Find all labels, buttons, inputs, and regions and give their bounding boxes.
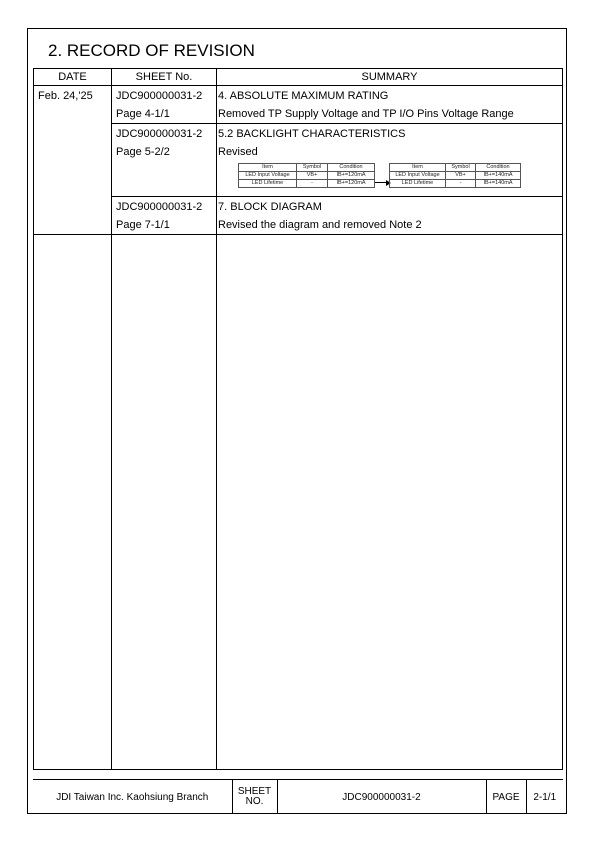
after-table [389,163,521,188]
revision-date: Feb. 24,'25 [38,90,93,102]
mini-cell: IB+=140mA [476,172,521,180]
mini-header-cell: Symbol [446,164,476,172]
mini-header-cell: Condition [328,164,375,172]
summary-section: 5.2 BACKLIGHT CHARACTERISTICS [218,128,406,140]
mini-cell: LED Lifetime [239,180,297,188]
mini-row [390,172,521,180]
revision-table [33,68,563,770]
sheet-cell [112,124,217,197]
footer-doc-number: JDC900000031-2 [277,780,486,815]
footer-table [33,779,563,814]
empty-cell [217,235,563,770]
page-ref: Page 4-1/1 [116,107,170,120]
page-title: 2. RECORD OF REVISION [48,41,255,60]
mini-cell: - [297,180,328,188]
mini-header-row [239,164,375,172]
sheet-number: JDC900000031-2 [116,90,203,102]
mini-header-cell: Item [239,164,297,172]
mini-cell: IB+=120mA [328,180,375,188]
mini-header-cell: Symbol [297,164,328,172]
sheet-number: JDC900000031-2 [116,201,203,213]
summary-cell [217,124,563,197]
footer-sheet-label-line2: NO. [245,796,264,807]
backlight-change-figure [217,161,562,193]
footer-page-value: 2-1/1 [526,780,563,815]
mini-header-cell: Condition [476,164,521,172]
summary-detail: Revised the diagram and removed Note 2 [218,218,422,231]
footer-company: JDI Taiwan Inc. Kaohsiung Branch [33,780,232,815]
summary-cell [217,86,563,124]
mini-cell: VB+ [446,172,476,180]
table-row [34,124,563,197]
footer-sheet-label [232,780,277,815]
summary-detail: Revised [218,145,258,158]
footer-page-label: PAGE [486,780,526,815]
mini-cell: LED Input Voltage [239,172,297,180]
mini-cell: VB+ [297,172,328,180]
sheet-number: JDC900000031-2 [116,128,203,140]
mini-row [390,180,521,188]
page-ref: Page 7-1/1 [116,218,170,231]
mini-cell: LED Input Voltage [390,172,446,180]
table-row-empty [34,235,563,770]
arrow-right-icon [375,182,389,183]
sheet-cell [112,86,217,124]
mini-row [239,172,375,180]
summary-section: 4. ABSOLUTE MAXIMUM RATING [218,90,389,102]
table-row [34,197,563,235]
mini-cell: IB+=120mA [328,172,375,180]
date-header: DATE [34,69,112,86]
before-table [238,163,375,188]
mini-header-row [390,164,521,172]
mini-cell: LED Lifetime [390,180,446,188]
table-row [34,86,563,124]
footer-row [33,780,563,815]
mini-row [239,180,375,188]
mini-header-cell: Item [390,164,446,172]
empty-cell [34,235,112,770]
summary-cell [217,197,563,235]
summary-header: SUMMARY [217,69,563,86]
page-ref: Page 5-2/2 [116,145,170,158]
sheet-header: SHEET No. [112,69,217,86]
mini-cell: IB+=140mA [476,180,521,188]
empty-cell [112,235,217,770]
summary-detail: Removed TP Supply Voltage and TP I/O Pins Voltage Range [218,107,514,120]
footer-sheet-label-line1: SHEET [237,786,272,797]
mini-cell: - [446,180,476,188]
summary-section: 7. BLOCK DIAGRAM [218,201,322,213]
table-header-row [34,69,563,86]
date-cell [34,86,112,235]
sheet-cell [112,197,217,235]
